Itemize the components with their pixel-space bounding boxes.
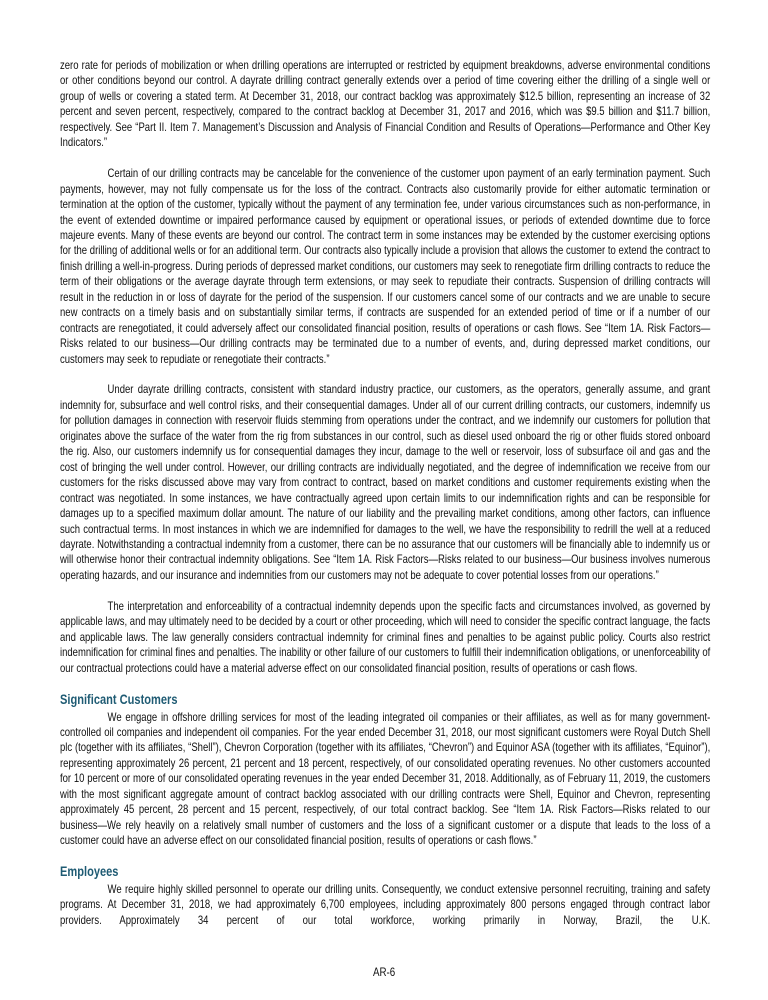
page-number: AR-6: [372, 967, 396, 979]
heading-employees: Employees: [60, 864, 119, 880]
paragraph-indemnity: Under dayrate drilling contracts, consistent with standard industry practice, our customers, as the operators, generally assume, and grant indemnity for, subsurface and well control risks, and their consequential damages. Under all of our current drilling contracts, our customers, indemnify us for pollution damages in connection with reservoir fluids stemming from operations under the contract, and we indemnify our customers for pollution that originates above the surface of the water from the rig from substances in our control, such as diesel used onboard the rig or other fluids stored onboard the rig. Also, our customers indemnify us for consequential damages they incur, damage to the well or reservoir, loss of subsurface oil and gas and the cost of bringing the well under control. However, our drilling contracts are individually negotiated, and the degree of indemnification we receive from our customers for the risks discussed above may vary from contract to contract, based on market conditions and customer requirements existing when the contract was negotiated. In some instances, we have contractually agreed upon certain limits to our indemnification rights and can be responsible for damages up to a specified maximum dollar amount. The nature of our liability and the prevailing market conditions, among other factors, can influence such contractual terms. In most instances in which we are indemnified for damages to the well, we have the responsibility to redrill the well at a reduced dayrate. Notwithstanding a contractual indemnity from a customer, there can be no assurance that our customers will be financially able to indemnify us or will otherwise honor their contractual indemnity obligations. See “Item 1A. Risk Factors—Risks related to our business—Our business involves numerous operating hazards, and our insurance and indemnities from our customers may not be adequate to cover potential losses from our operations.”: [60, 383, 711, 582]
paragraph-enforceability: The interpretation and enforceability of a contractual indemnity depends upon the specific facts and circumstances involved, as governed by applicable laws, and may ultimately need to be decided by a court or other proceeding, which will need to consider the specific contract language, the facts and applicable laws. The law generally considers contractual indemnity for criminal fines and penalties to be against public policy. Courts also restrict indemnification for criminal fines and penalties. The inability or other failure of our customers to fulfill their indemnification obligations, or unenforceability of our contractual protections could have a material adverse effect on our consolidated financial position, results of operations or cash flows.: [60, 599, 711, 675]
heading-significant-customers: Significant Customers: [60, 691, 178, 707]
paragraph-significant-customers: We engage in offshore drilling services for most of the leading integrated oil companies or their affiliates, as well as for many government-controlled oil companies and independent oil companies. For the year ended December 31, 2018, our most significant customers were Royal Dutch Shell plc (together with its affiliates, “Shell”), Chevron Corporation (together with its affiliates, “Chevron”) and Equinor ASA (together with its affiliates, “Equinor”), representing approximately 26 percent, 21 percent and 18 percent, respectively, of our consolidated operating revenues. No other customers accounted for 10 percent or more of our consolidated operating revenues in the year ended December 31, 2018. Additionally, as of February 11, 2019, the customers with the most significant aggregate amount of contract backlog associated with our drilling contracts were Shell, Equinor and Chevron, representing approximately 45 percent, 28 percent and 15 percent, respectively, of our total contract backlog. See “Item 1A. Risk Factors—Risks related to our business—We rely heavily on a relatively small number of customers and the loss of a significant customer or a dispute that leads to the loss of a customer could have an adverse effect on our consolidated financial position, results of operations or cash flows.”: [60, 710, 711, 848]
paragraph-employees: We require highly skilled personnel to operate our drilling units. Consequently, we conduct extensive personnel recruiting, training and safety programs. At December 31, 2018, we had approximately 6,700 employees, including approximately 800 persons engaged through contract labor providers. Approximately 34 percent of our total workforce, working primarily in Norway, Brazil, the U.K.: [60, 883, 711, 927]
paragraph-contract-backlog: zero rate for periods of mobilization or when drilling operations are interrupted or restricted by equipment breakdowns, adverse environmental conditions or other conditions beyond our control. A dayrate drilling contract generally extends over a period of time covering either the drilling of a single well or group of wells or covering a stated term. At December 31, 2018, our contract backlog was approximately $12.5 billion, representing an increase of 32 percent and seven percent, respectively, compared to the contract backlog at December 31, 2017 and 2016, which was $9.5 billion and $11.7 billion, respectively. See “Part II. Item 7. Management’s Discussion and Analysis of Financial Condition and Results of Operations—Performance and Other Key Indicators.”: [60, 59, 711, 150]
page-footer: [0, 967, 768, 979]
document-page: [60, 58, 710, 944]
paragraph-contract-termination: Certain of our drilling contracts may be cancelable for the convenience of the customer upon payment of an early termination payment. Such payments, however, may not fully compensate us for the loss of the contract. Contracts also customarily provide for either automatic termination or termination at the option of the customer, typically without the payment of any termination fee, under various circumstances such as non-performance, in the event of extended downtime or impaired performance caused by equipment or operational issues, or periods of extended downtime due to force majeure events. Many of these events are beyond our control. The contract term in some instances may be extended by the customer exercising options for the drilling of additional wells or for an additional term. Our contracts also typically include a provision that allows the customer to extend the contract to finish drilling a well-in-progress. During periods of depressed market conditions, our customers may seek to renegotiate firm drilling contracts to reduce the term of their obligations or the average dayrate through term extensions, or may seek to repudiate their contracts. Suspension of drilling contracts will result in the reduction in or loss of dayrate for the period of the suspension. If our customers cancel some of our contracts and we are unable to secure new contracts on a timely basis and on substantially similar terms, if contracts are suspended for an extended period of time or if a number of our contracts are renegotiated, it could adversely affect our consolidated financial position, results of operations or cash flows. See “Item 1A. Risk Factors—Risks related to our business—Our drilling contracts may be terminated due to a number of events, and, during depressed market conditions, our customers may seek to repudiate or renegotiate their contracts.”: [60, 167, 711, 366]
